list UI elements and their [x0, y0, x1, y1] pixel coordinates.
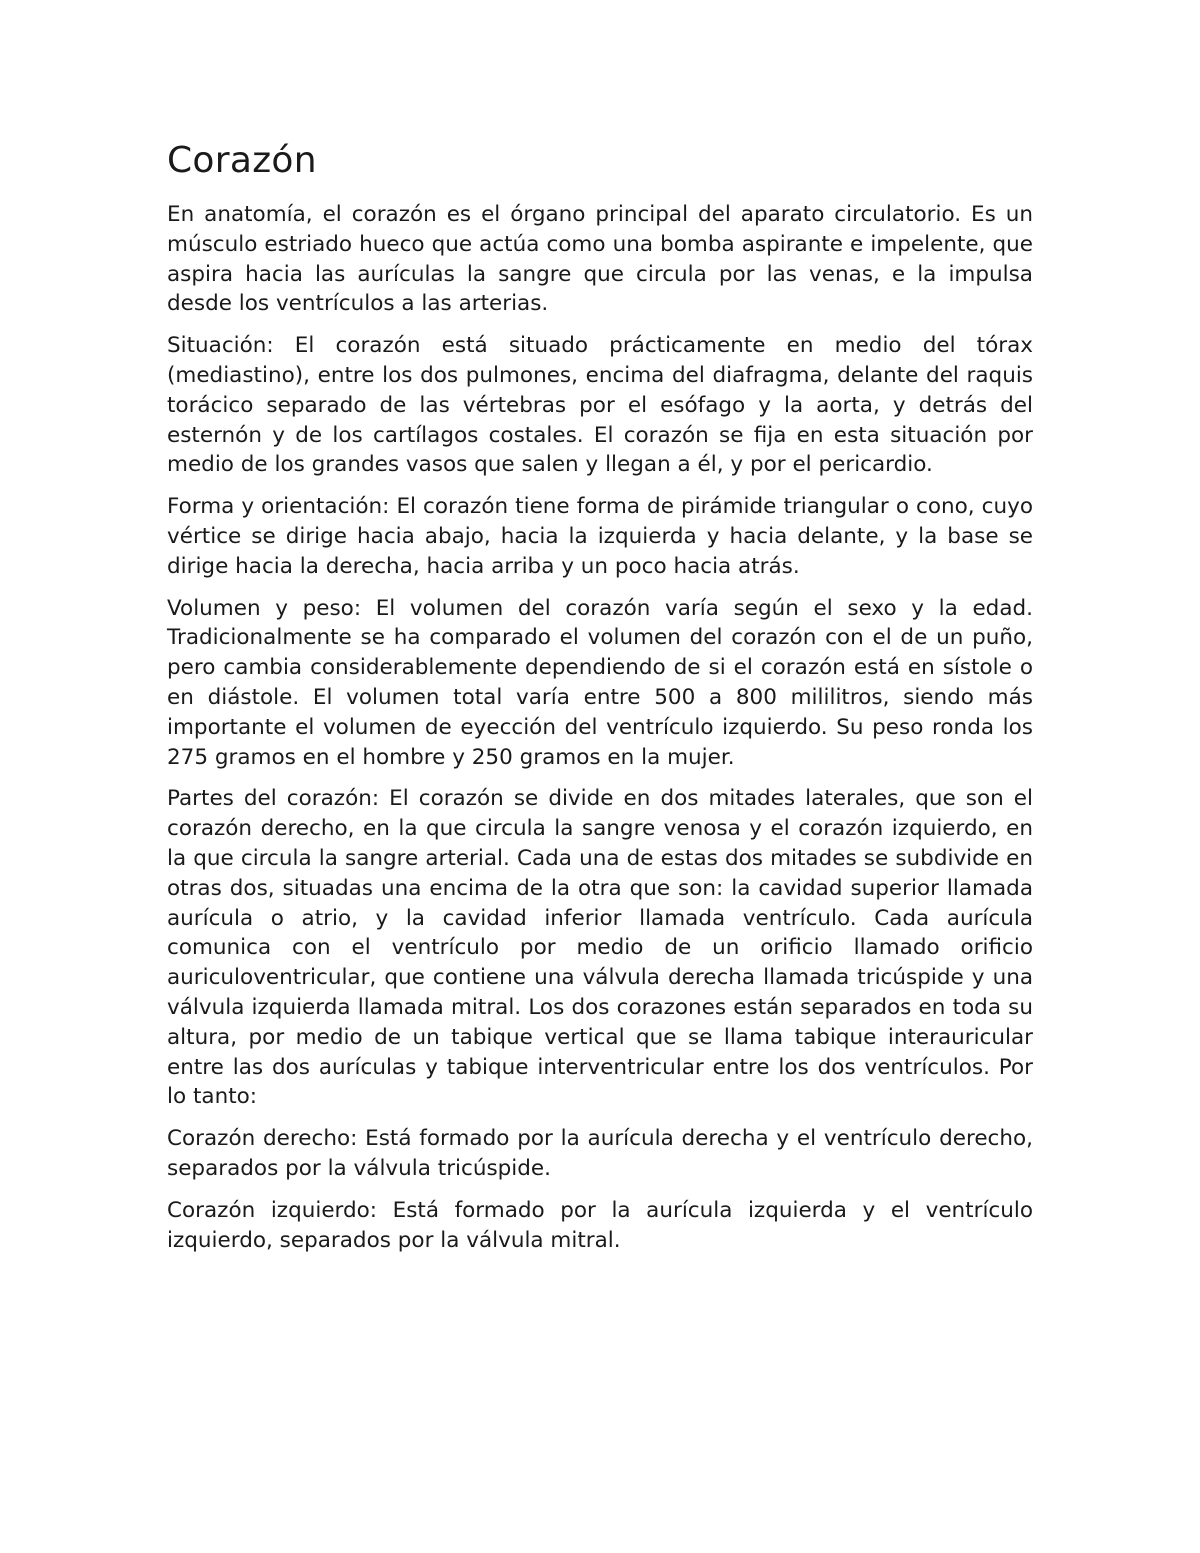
paragraph-forma-orientacion: Forma y orientación: El corazón tiene forma de pirámide triangular o cono, cuyo vértice se dirige hacia abajo, hacia la izquierda y hacia delante, y la base se dirige hacia la derecha, hacia arriba y un poco hacia atrás. — [167, 494, 1033, 579]
paragraph-intro: En anatomía, el corazón es el órgano principal del aparato circulatorio. Es un músculo estriado hueco que actúa como una bomba aspirante e impelente, que aspira hacia las aurículas la sangre que circula por las venas, e la impulsa desde los ventrículos a las arterias. — [167, 202, 1033, 317]
paragraph-partes: Partes del corazón: El corazón se divide en dos mitades laterales, que son el corazón derecho, en la que circula la sangre venosa y el corazón izquierdo, en la que circula la sangre arterial. Cada una de estas dos mitades se subdivide en otras dos, situadas una encima de la otra que son: la cavidad superior llamada aurícula o atrio, y la cavidad inferior llamada ventrículo. Cada aurícula comunica con el ventrículo por medio de un orificio llamado orificio auriculoventricular, que contiene una válvula derecha llamada tricúspide y una válvula izquierda llamada mitral. Los dos corazones están separados en toda su altura, por medio de un tabique vertical que se llama tabique interauricular entre las dos aurículas y tabique interventricular entre los dos ventrículos. Por lo tanto: — [167, 786, 1033, 1110]
document-page — [167, 138, 1033, 1267]
paragraph-volumen-peso: Volumen y peso: El volumen del corazón varía según el sexo y la edad. Tradicionalmente se ha comparado el volumen del corazón con el de un puño, pero cambia considerablemente dependiendo de si el corazón está en sístole o en diástole. El volumen total varía entre 500 a 800 mililitros, siendo más importante el volumen de eyección del ventrículo izquierdo. Su peso ronda los 275 gramos en el hombre y 250 gramos en la mujer. — [167, 595, 1033, 770]
paragraph-corazon-derecho: Corazón derecho: Está formado por la aurícula derecha y el ventrículo derecho, separados por la válvula tricúspide. — [167, 1126, 1033, 1181]
document-title: Corazón — [167, 140, 317, 181]
paragraph-situacion: Situación: El corazón está situado prácticamente en medio del tórax (mediastino), entre los dos pulmones, encima del diafragma, delante del raquis torácico separado de las vértebras por el esófago y la aorta, y detrás del esternón y de los cartílagos costales. El corazón se fija en esta situación por medio de los grandes vasos que salen y llegan a él, y por el pericardio. — [167, 333, 1033, 478]
paragraph-corazon-izquierdo: Corazón izquierdo: Está formado por la aurícula izquierda y el ventrículo izquierdo, separados por la válvula mitral. — [167, 1197, 1033, 1253]
